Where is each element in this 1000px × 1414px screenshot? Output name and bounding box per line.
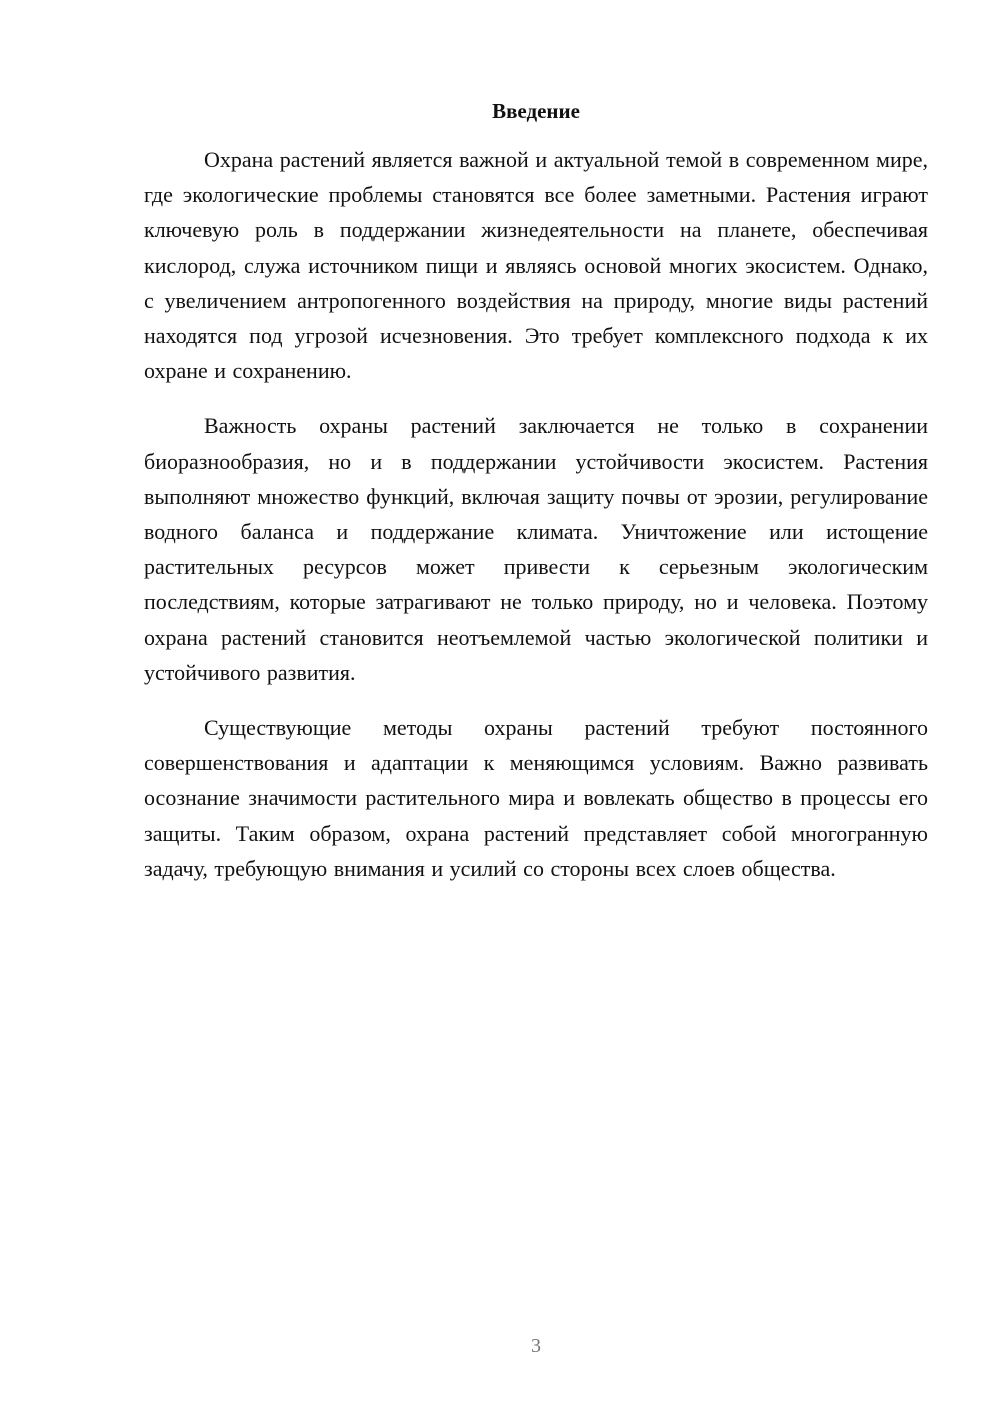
body-text [144, 142, 928, 906]
section-heading: Введение [492, 99, 580, 123]
page-number: 3 [531, 1335, 541, 1357]
paragraph: Важность охраны растений заключается не только в сохранении биоразнообразия, но и в поддержании устойчивости экосистем. Растения выполняют множество функций, включая защиту почвы от эрозии, регулирование водного баланса и поддержание климата. Уничтожение или истощение растительных ресурсов может привести к серьезным экологическим последствиям, которые затрагивают не только природу, но и человека. Поэтому охрана растений становится неотъемлемой частью экологической политики и устойчивого развития. [144, 413, 928, 685]
paragraph: Охрана растений является важной и актуальной темой в современном мире, где экологические проблемы становятся все более заметными. Растения играют ключевую роль в поддержании жизнедеятельности на планете, обеспечивая кислород, служа источником пищи и являясь основой многих экосистем. Однако, с увеличением антропогенного воздействия на природу, многие виды растений находятся под угрозой исчезновения. Это требует комплексного подхода к их охране и сохранению. [144, 147, 928, 384]
paragraph: Существующие методы охраны растений требуют постоянного совершенствования и адаптации к меняющимся условиям. Важно развивать осознание значимости растительного мира и вовлекать общество в процессы его защиты. Таким образом, охрана растений представляет собой многогранную задачу, требующую внимания и усилий со стороны всех слоев общества. [144, 715, 928, 881]
